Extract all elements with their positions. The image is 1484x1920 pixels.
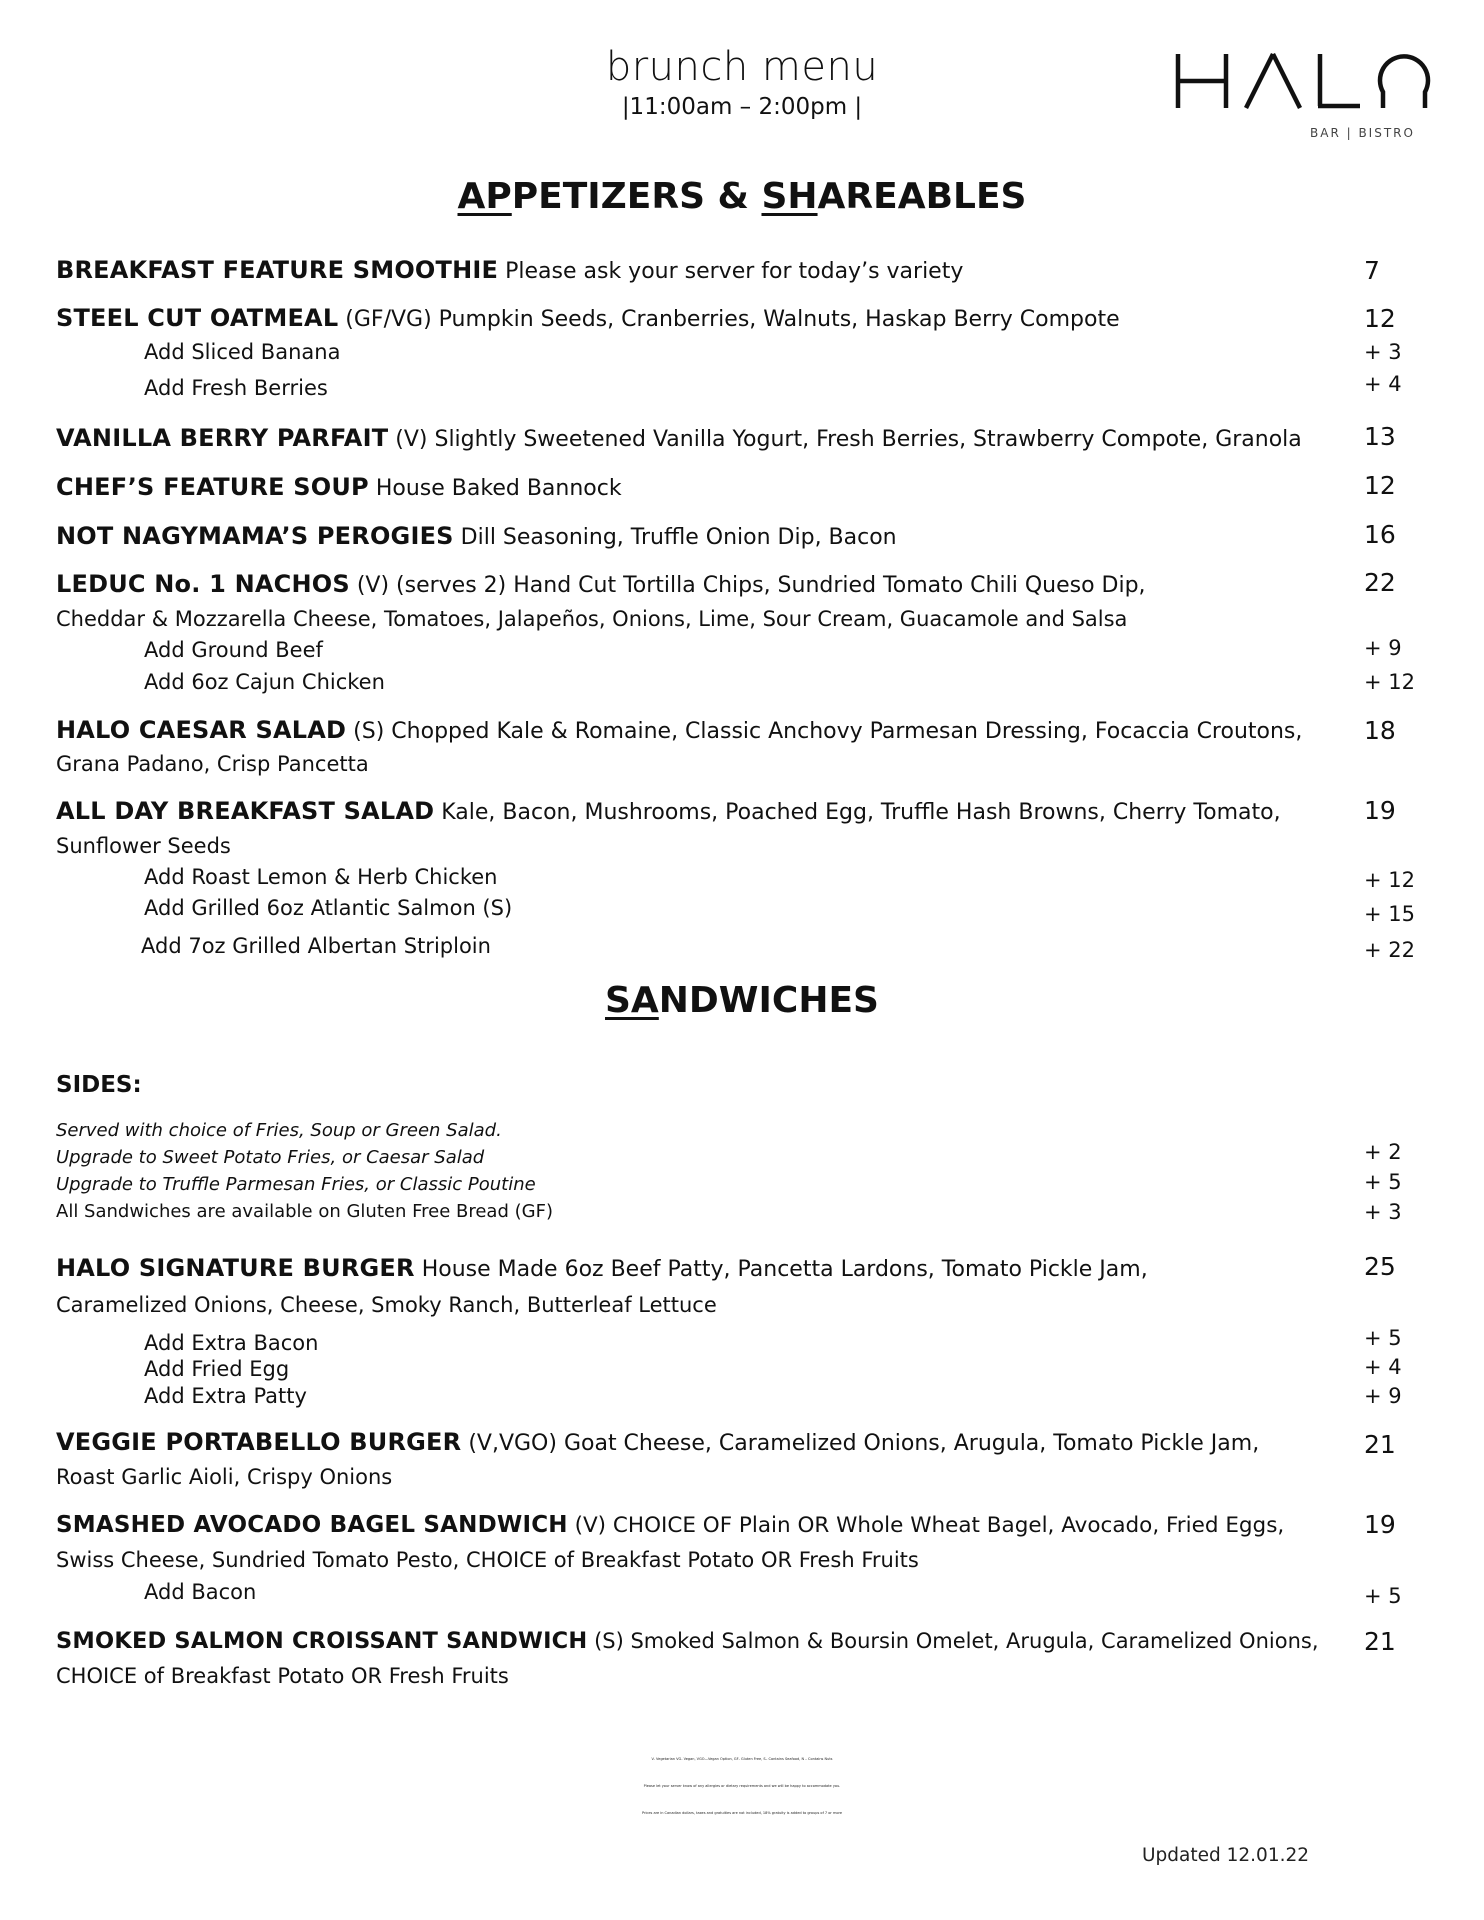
addon-price: + 15 (1364, 902, 1415, 926)
item-price: 25 (1364, 1252, 1396, 1281)
addon-label: Add 6oz Cajun Chicken (144, 670, 385, 694)
sides-label: SIDES: (56, 1072, 142, 1098)
addon-label: Add Grilled 6oz Atlantic Salmon (S) (144, 896, 513, 920)
item-description-continued: Roast Garlic Aioli, Crispy Onions (56, 1465, 393, 1489)
addon-label: Add 7oz Grilled Albertan Striploin (141, 934, 491, 958)
addon-price: + 22 (1364, 938, 1415, 962)
menu-item-breakfast-salad: ALL DAY BREAKFAST SALAD Kale, Bacon, Mushrooms, Poached Egg, Truffle Hash Browns, Cherry Tomato, (56, 797, 1281, 825)
menu-title: brunch menu (605, 44, 879, 90)
menu-item-veggie-burger: VEGGIE PORTABELLO BURGER (V,VGO) Goat Cheese, Caramelized Onions, Arugula, Tomato Pickle Jam, (56, 1428, 1260, 1456)
addon-label: Add Fried Egg (144, 1357, 290, 1381)
menu-item-salmon-croissant: SMOKED SALMON CROISSANT SANDWICH (S) Smoked Salmon & Boursin Omelet, Arugula, Caramelized Onions, (56, 1628, 1319, 1654)
item-price: 19 (1364, 796, 1396, 825)
addon-label: Add Ground Beef (144, 638, 323, 662)
menu-hours: |11:00am – 2:00pm | (621, 94, 863, 120)
item-price: 21 (1364, 1430, 1396, 1459)
menu-item-nachos: LEDUC No. 1 NACHOS (V) (serves 2) Hand Cut Tortilla Chips, Sundried Tomato Chili Queso Dip, (56, 570, 1146, 598)
halo-logo-wordmark (1170, 48, 1440, 118)
item-price: 13 (1364, 422, 1396, 451)
addon-label: Add Extra Patty (144, 1384, 307, 1408)
menu-item-caesar-salad: HALO CAESAR SALAD (S) Chopped Kale & Romaine, Classic Anchovy Parmesan Dressing, Focaccia Croutons, (56, 716, 1303, 744)
updated-date: Updated 12.01.22 (1142, 1845, 1310, 1866)
item-price: 19 (1364, 1510, 1396, 1539)
side-note: Upgrade to Truffle Parmesan Fries, or Classic Poutine (56, 1174, 536, 1195)
side-price: + 5 (1364, 1170, 1402, 1194)
item-description-continued: Sunflower Seeds (56, 834, 231, 858)
menu-item-avocado-bagel: SMASHED AVOCADO BAGEL SANDWICH (V) CHOICE OF Plain OR Whole Wheat Bagel, Avocado, Fried Eggs, (56, 1512, 1285, 1538)
sandwiches-section-title: SANDWICHES (605, 980, 879, 1021)
item-price: 7 (1364, 256, 1380, 285)
footer-allergy-note: Please let your server know of any allergies or dietary requirements and we will be happy to accommodate you. (643, 1784, 841, 1788)
addon-price: + 3 (1364, 340, 1402, 364)
addon-price: + 9 (1364, 1384, 1402, 1408)
side-note: All Sandwiches are available on Gluten Free Bread (GF) (56, 1201, 553, 1222)
item-description-continued: Swiss Cheese, Sundried Tomato Pesto, CHOICE of Breakfast Potato OR Fresh Fruits (56, 1548, 919, 1572)
addon-label: Add Bacon (144, 1580, 257, 1604)
addon-label: Add Fresh Berries (144, 376, 328, 400)
addon-price: + 4 (1364, 372, 1402, 396)
addon-label: Add Roast Lemon & Herb Chicken (144, 865, 498, 889)
addon-price: + 5 (1364, 1584, 1402, 1608)
side-price: + 3 (1364, 1200, 1402, 1224)
side-note: Served with choice of Fries, Soup or Green Salad. (56, 1120, 502, 1141)
menu-item-oatmeal: STEEL CUT OATMEAL (GF/VG) Pumpkin Seeds, Cranberries, Walnuts, Haskap Berry Compote (56, 304, 1120, 332)
footer-legend: V- Vegetarian VG- Vegan, VGO—Vegan Option, GF- Gluten Free, S– Contains Seafood, N – Contains Nuts (651, 1757, 833, 1761)
menu-item-signature-burger: HALO SIGNATURE BURGER House Made 6oz Beef Patty, Pancetta Lardons, Tomato Pickle Jam, (56, 1254, 1148, 1282)
addon-price: + 12 (1364, 868, 1415, 892)
appetizers-section-title: APPETIZERS & SHAREABLES (457, 176, 1027, 217)
item-description-continued: Grana Padano, Crisp Pancetta (56, 752, 369, 776)
side-price: + 2 (1364, 1140, 1402, 1164)
item-price: 22 (1364, 568, 1396, 597)
item-price: 16 (1364, 520, 1396, 549)
footer-pricing-note: Prices are in Canadian dollars, taxes and gratuities are not included, 18% gratuity is added to groups of 7 or more (641, 1811, 843, 1815)
item-price: 18 (1364, 716, 1396, 745)
menu-item-perogies: NOT NAGYMAMA’S PEROGIES Dill Seasoning, Truffle Onion Dip, Bacon (56, 522, 897, 550)
item-price: 12 (1364, 471, 1396, 500)
addon-label: Add Sliced Banana (144, 340, 341, 364)
addon-price: + 5 (1364, 1326, 1402, 1350)
item-price: 21 (1364, 1627, 1396, 1656)
addon-price: + 4 (1364, 1355, 1402, 1379)
item-description-continued: Cheddar & Mozzarella Cheese, Tomatoes, Jalapeños, Onions, Lime, Sour Cream, Guacamole and Salsa (56, 607, 1128, 631)
addon-price: + 9 (1364, 636, 1402, 660)
menu-item-soup: CHEF’S FEATURE SOUP House Baked Bannock (56, 473, 622, 501)
menu-item-smoothie: BREAKFAST FEATURE SMOOTHIE Please ask your server for today’s variety (56, 256, 964, 284)
item-description-continued: Caramelized Onions, Cheese, Smoky Ranch, Butterleaf Lettuce (56, 1293, 717, 1317)
addon-label: Add Extra Bacon (144, 1331, 319, 1355)
menu-item-parfait: VANILLA BERRY PARFAIT (V) Slightly Sweetened Vanilla Yogurt, Fresh Berries, Strawberry Compote, Granola (56, 424, 1302, 452)
side-note: Upgrade to Sweet Potato Fries, or Caesar Salad (56, 1147, 485, 1168)
item-price: 12 (1364, 304, 1396, 333)
item-description-continued: CHOICE of Breakfast Potato OR Fresh Fruits (56, 1664, 509, 1688)
logo-subtitle: BAR | BISTRO (1310, 126, 1415, 140)
addon-price: + 12 (1364, 670, 1415, 694)
